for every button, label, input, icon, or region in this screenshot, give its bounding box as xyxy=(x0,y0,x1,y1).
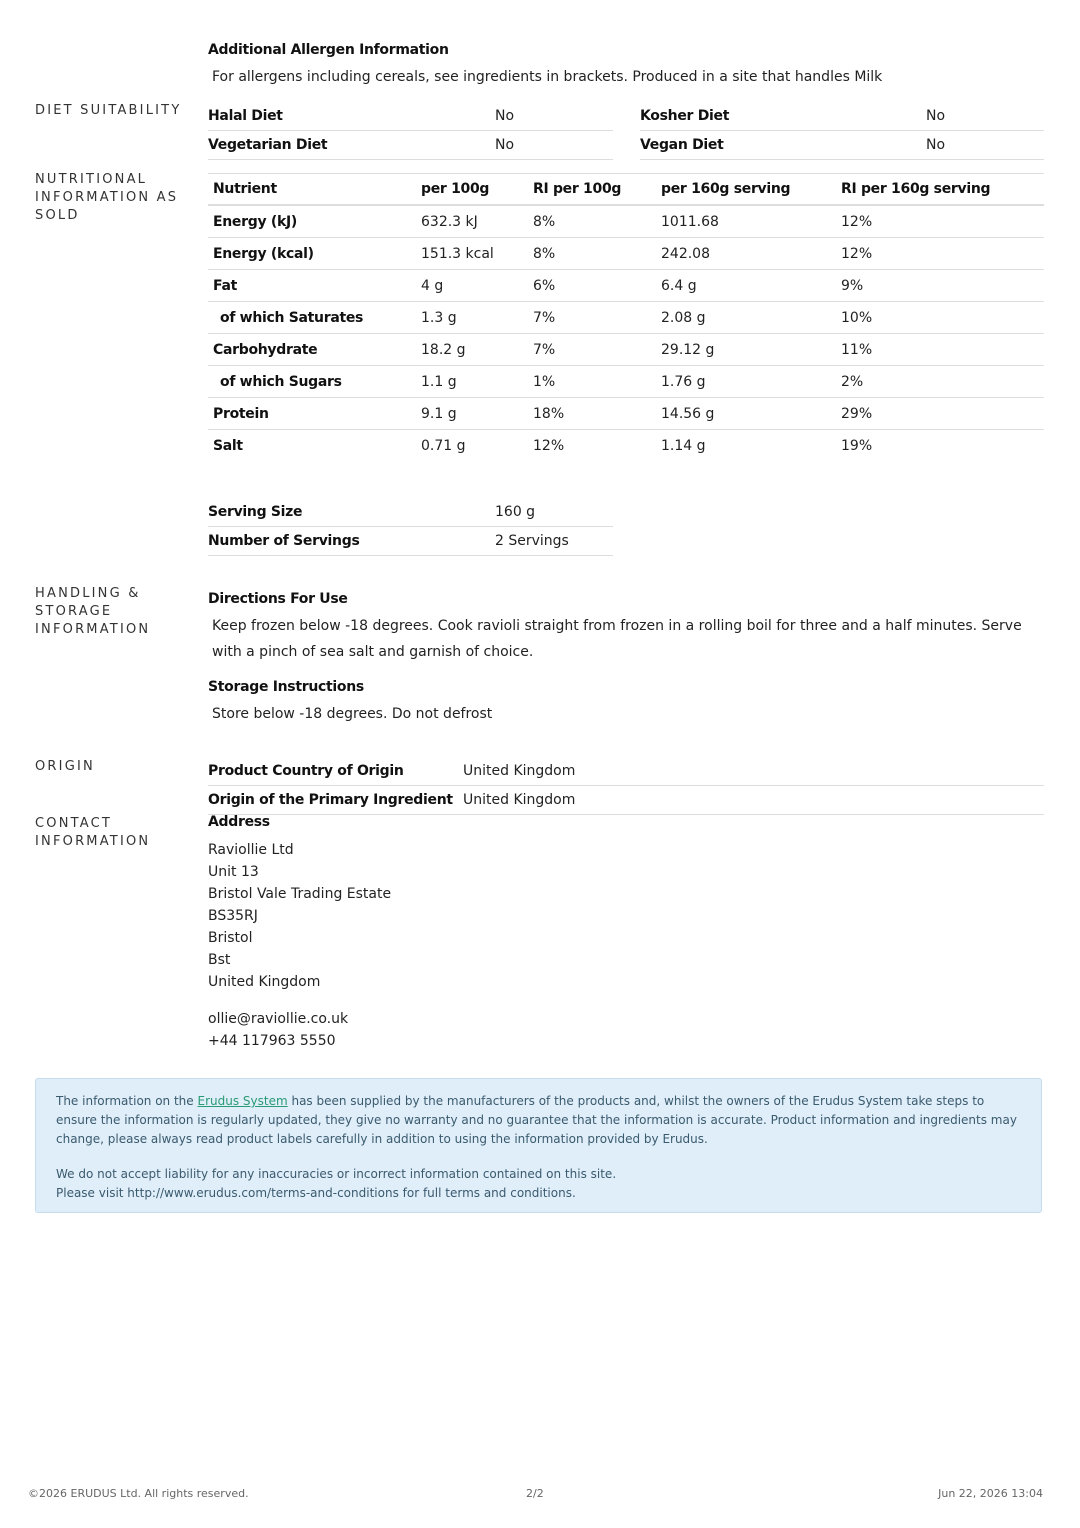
ri-serving-value: 19% xyxy=(841,437,873,454)
handling-section-label: HANDLING & STORAGE INFORMATION xyxy=(35,586,151,637)
ri-serving-value: 10% xyxy=(836,302,1044,334)
contact-section xyxy=(208,812,1044,1052)
ri-100g-value: 7% xyxy=(528,334,656,366)
liability-paragraph xyxy=(56,1165,1021,1203)
per-100g-value: 1.3 g xyxy=(416,302,528,334)
diet-name: Vegetarian Diet xyxy=(208,131,495,160)
nutrition-row xyxy=(208,366,1044,398)
per-100g-value: 9.1 g xyxy=(416,398,528,430)
disclaimer-text-end: has been supplied by the manufacturers of the products and, whilst the owners of the Erudus System take steps to ensure the information is regularly updated, they give no warranty and no guarantee that the information is accurate. Product information and ingredients may change, please always read product labels carefully in addition to using the information provided by Erudus. xyxy=(56,1094,1017,1146)
col-header-per100: per 100g xyxy=(416,174,528,206)
per-serving-value: 242.08 xyxy=(656,238,836,270)
diet-name: Kosher Diet xyxy=(640,102,926,131)
contact-phone: +44 117963 5550 xyxy=(208,1033,336,1049)
ri-100g-value: 8% xyxy=(528,205,656,238)
serving-name: Serving Size xyxy=(208,498,495,527)
erudus-system-link[interactable]: Erudus System xyxy=(197,1094,288,1108)
origin-section xyxy=(208,757,1044,815)
nutrition-header-row xyxy=(208,174,1044,206)
nutrient-name: Carbohydrate xyxy=(208,334,416,366)
directions-text: Keep frozen below -18 degrees. Cook ravioli straight from frozen in a rolling boil for three and a half minutes. Serve with a pinch of sea salt and garnish of choice. xyxy=(212,618,1022,660)
nutrition-row xyxy=(208,302,1044,334)
footer-page-number: 2/2 xyxy=(526,1487,544,1500)
per-serving-value: 14.56 g xyxy=(656,398,836,430)
storage-title: Storage Instructions xyxy=(208,679,364,695)
handling-section xyxy=(208,589,1044,727)
address-line: Bristol Vale Trading Estate xyxy=(208,886,392,902)
origin-row xyxy=(208,786,1044,815)
serving-table xyxy=(208,498,613,556)
serving-row xyxy=(208,498,613,527)
nutrient-name: Energy (kcal) xyxy=(208,238,416,270)
diet-value: No xyxy=(495,102,613,131)
diet-section-label: DIET SUITABILITY xyxy=(35,103,182,118)
diet-row xyxy=(208,131,613,160)
ri-serving-value: 2% xyxy=(836,366,1044,398)
serving-name: Number of Servings xyxy=(208,527,495,556)
col-header-per-serving: per 160g serving xyxy=(656,174,836,206)
nutrition-row xyxy=(208,270,1044,302)
ri-100g-value: 1% xyxy=(528,366,656,398)
footer-copyright: ©2026 ERUDUS Ltd. All rights reserved. xyxy=(28,1487,249,1500)
col-header-nutrient: Nutrient xyxy=(208,174,416,206)
disclaimer-paragraph xyxy=(56,1092,1021,1149)
diet-value: No xyxy=(926,102,1044,131)
per-100g-value: 1.1 g xyxy=(416,366,528,398)
footer-date: Jun 22, 2026 13:04 xyxy=(938,1487,1043,1500)
ri-100g-value: 12% xyxy=(533,437,565,454)
allergen-text: For allergens including cereals, see ingredients in brackets. Produced in a site that handles Milk xyxy=(212,69,883,85)
per-100g-value: 0.71 g xyxy=(421,437,466,454)
ri-serving-value: 9% xyxy=(836,270,1044,302)
nutrition-table xyxy=(208,173,1044,461)
per-serving-value: 29.12 g xyxy=(656,334,836,366)
disclaimer-notice xyxy=(35,1078,1042,1213)
per-serving-value: 1.76 g xyxy=(656,366,836,398)
diet-name: Halal Diet xyxy=(208,102,495,131)
address-line: United Kingdom xyxy=(208,974,321,990)
address-line: Bst xyxy=(208,952,231,968)
per-serving-value: 2.08 g xyxy=(656,302,836,334)
per-serving-value: 6.4 g xyxy=(656,270,836,302)
diet-row xyxy=(208,102,613,131)
nutrient-name: Fat xyxy=(208,270,416,302)
terms-text: Please visit http://www.erudus.com/terms-and-conditions for full terms and conditions. xyxy=(56,1186,576,1200)
diet-value: No xyxy=(926,131,1044,160)
per-serving-value: 1011.68 xyxy=(656,205,836,238)
address-line: Unit 13 xyxy=(208,864,259,880)
ri-100g-value: 7% xyxy=(528,302,656,334)
diet-row xyxy=(640,102,1044,131)
ri-serving-value: 29% xyxy=(836,398,1044,430)
storage-text: Store below -18 degrees. Do not defrost xyxy=(212,706,493,722)
ri-serving-value: 11% xyxy=(836,334,1044,366)
per-100g-value: 4 g xyxy=(416,270,528,302)
diet-row xyxy=(640,131,1044,160)
allergen-section xyxy=(208,40,1044,90)
col-header-ri100: RI per 100g xyxy=(528,174,656,206)
nutrition-row xyxy=(208,205,1044,238)
disclaimer-text-start: The information on the xyxy=(56,1094,198,1108)
per-100g-value: 151.3 kcal xyxy=(416,238,528,270)
ri-100g-value: 18% xyxy=(528,398,656,430)
origin-value: United Kingdom xyxy=(463,786,1044,815)
address-line: Bristol xyxy=(208,930,253,946)
serving-value: 160 g xyxy=(495,498,613,527)
nutrition-section-label: NUTRITIONAL INFORMATION AS SOLD xyxy=(35,172,179,223)
ri-100g-value: 8% xyxy=(528,238,656,270)
serving-row xyxy=(208,527,613,556)
contact-email: ollie@raviollie.co.uk xyxy=(208,1011,349,1027)
address-line: Raviollie Ltd xyxy=(208,842,294,858)
ri-serving-value: 12% xyxy=(836,205,1044,238)
allergen-title: Additional Allergen Information xyxy=(208,42,449,58)
nutrition-row xyxy=(208,398,1044,430)
nutrition-row xyxy=(208,334,1044,366)
liability-text: We do not accept liability for any inaccuracies or incorrect information contained on this site. xyxy=(56,1167,617,1181)
per-serving-value: 1.14 g xyxy=(661,437,706,454)
nutrient-name: Protein xyxy=(208,398,416,430)
origin-name: Product Country of Origin xyxy=(208,757,463,786)
col-header-ri-serving: RI per 160g serving xyxy=(836,174,1044,206)
origin-value: United Kingdom xyxy=(463,757,1044,786)
origin-name: Origin of the Primary Ingredient xyxy=(208,786,463,815)
nutrient-name: of which Sugars xyxy=(208,366,416,398)
nutrition-section xyxy=(208,173,1044,556)
nutrition-row xyxy=(208,238,1044,270)
nutrition-row xyxy=(208,430,1044,462)
origin-row xyxy=(208,757,1044,786)
address-block xyxy=(208,839,1044,993)
nutrient-name: Energy (kJ) xyxy=(208,205,416,238)
contact-section-label: CONTACT INFORMATION xyxy=(35,816,151,849)
ri-serving-value: 12% xyxy=(836,238,1044,270)
diet-value: No xyxy=(495,131,613,160)
address-title: Address xyxy=(208,814,270,830)
directions-title: Directions For Use xyxy=(208,591,348,607)
diet-name: Vegan Diet xyxy=(640,131,926,160)
address-line: BS35RJ xyxy=(208,908,258,924)
ri-100g-value: 6% xyxy=(528,270,656,302)
per-100g-value: 18.2 g xyxy=(416,334,528,366)
nutrient-name: of which Saturates xyxy=(208,302,416,334)
contact-details xyxy=(208,1008,1044,1052)
per-100g-value: 632.3 kJ xyxy=(416,205,528,238)
origin-table xyxy=(208,757,1044,815)
nutrient-name: Salt xyxy=(213,437,243,454)
origin-section-label: ORIGIN xyxy=(35,759,95,774)
serving-value: 2 Servings xyxy=(495,527,613,556)
